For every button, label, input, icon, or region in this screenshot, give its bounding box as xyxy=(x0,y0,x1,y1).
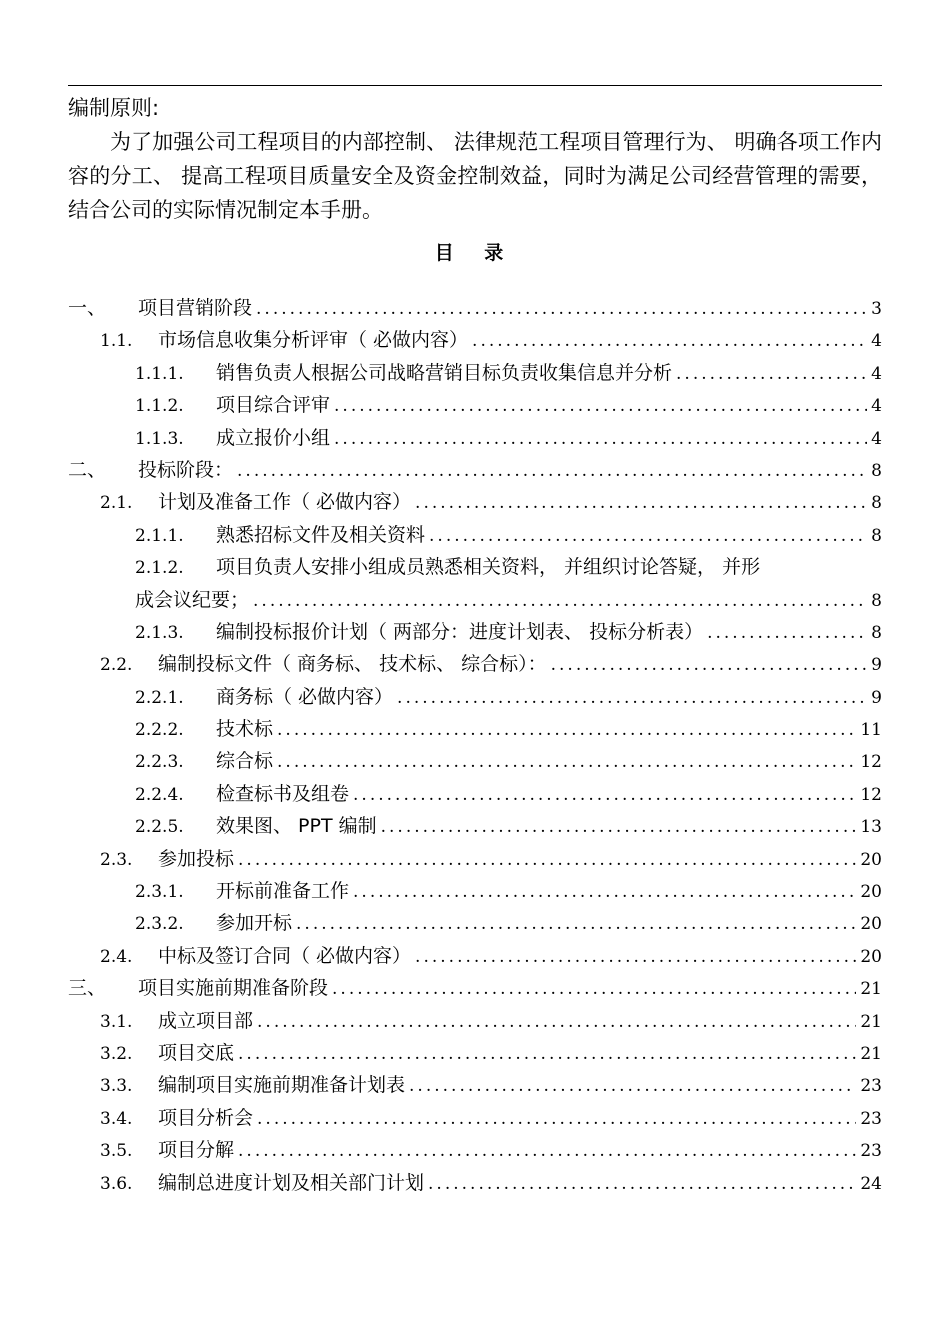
toc-page-number: 8 xyxy=(871,525,882,546)
toc-dot-leader xyxy=(334,423,867,455)
toc-dot-leader xyxy=(256,293,867,325)
toc-entry-number: 2.3.1. xyxy=(135,882,184,903)
toc-page-number: 4 xyxy=(871,331,882,352)
toc-entry[interactable] xyxy=(68,681,882,713)
toc-entry-number: 2.1.1. xyxy=(135,525,184,546)
toc-entry-title: 计划及准备工作（ 必做内容） xyxy=(158,491,412,514)
toc-entry[interactable] xyxy=(68,745,882,777)
intro-paragraph xyxy=(68,125,882,227)
toc-entry-number: 2.3.2. xyxy=(135,914,184,935)
toc-page-number: 4 xyxy=(871,428,882,449)
toc-entry-title: 技术标 xyxy=(216,718,274,741)
toc-entry[interactable] xyxy=(68,389,882,421)
toc-entry[interactable] xyxy=(68,292,882,324)
toc-dot-leader xyxy=(551,649,868,681)
toc-page-number: 8 xyxy=(871,622,882,643)
toc-page-number: 9 xyxy=(871,655,882,676)
toc-entry[interactable] xyxy=(68,1005,882,1037)
intro-text: 为了加强公司工程项目的内部控制、 法律规范工程项目管理行为、 明确各项工作内容的分工、 提高工程项目质量安全及资金控制效益，同时为满足公司经营管理的需要，结合公司的实际情况制定本手册。 xyxy=(68,130,882,222)
toc-dot-leader xyxy=(296,908,856,940)
toc-page-number: 4 xyxy=(871,363,882,384)
toc-dot-leader xyxy=(277,714,856,746)
toc-entry-title: 商务标（ 必做内容） xyxy=(216,685,394,708)
toc-dot-leader xyxy=(676,358,867,390)
toc-entry-title: 项目负责人安排小组成员熟悉相关资料， 并组织讨论答疑， 并形 xyxy=(216,556,761,579)
toc-entry-number: 2.2.4. xyxy=(135,784,184,805)
toc-entry-number: 2.2.5. xyxy=(135,817,184,838)
toc-entry-title: 编制项目实施前期准备计划表 xyxy=(158,1074,406,1097)
toc-entry-number: 2.2.2. xyxy=(135,720,184,741)
toc-entry-number: 3.4. xyxy=(100,1108,133,1129)
section-heading: 编制原则: xyxy=(68,96,160,120)
toc-entry[interactable] xyxy=(68,1037,882,1069)
toc-page-number: 20 xyxy=(860,946,882,967)
toc-entry-title: 熟悉招标文件及相关资料 xyxy=(216,523,426,546)
toc-page-number: 24 xyxy=(860,1173,882,1194)
toc-entry-number: 2.2.3. xyxy=(135,752,184,773)
toc-dot-leader xyxy=(257,1103,856,1135)
toc-entry-number: 2.4. xyxy=(100,946,133,967)
toc-page-number: 11 xyxy=(860,720,882,741)
toc-dot-leader xyxy=(353,779,856,811)
toc-dot-leader xyxy=(415,487,867,519)
toc-dot-leader xyxy=(409,1070,856,1102)
toc-entry-number: 2.1. xyxy=(100,493,133,514)
toc-page-number: 8 xyxy=(871,590,882,611)
toc-dot-leader xyxy=(238,1135,856,1167)
toc-entry-title: 检查标书及组卷 xyxy=(216,782,350,805)
toc-entry-title: 项目分解 xyxy=(158,1139,235,1162)
toc-dot-leader xyxy=(237,455,867,487)
toc-entry[interactable] xyxy=(68,616,882,648)
toc-dot-leader xyxy=(381,811,857,843)
toc-page-number: 4 xyxy=(871,396,882,417)
toc-entry[interactable] xyxy=(68,648,882,680)
toc-entry-continuation[interactable] xyxy=(68,584,882,616)
toc-dot-leader xyxy=(415,941,856,973)
toc-entry[interactable] xyxy=(68,454,882,486)
toc-page-number: 3 xyxy=(871,299,882,319)
toc-entry-number: 1.1. xyxy=(100,331,133,352)
toc-page-number: 12 xyxy=(860,752,882,773)
toc-entry-number: 三、 xyxy=(68,977,107,1000)
toc-dot-leader xyxy=(253,585,867,617)
toc-entry[interactable] xyxy=(68,551,882,583)
toc-entry[interactable] xyxy=(68,713,882,745)
toc-entry-number: 3.3. xyxy=(100,1076,133,1097)
toc-page-number: 23 xyxy=(860,1141,882,1162)
toc-page-number: 20 xyxy=(860,882,882,903)
toc-dot-leader xyxy=(429,520,867,552)
toc-entry[interactable] xyxy=(68,940,882,972)
toc-entry[interactable] xyxy=(68,810,882,842)
toc-entry-number: 2.1.2. xyxy=(135,558,184,579)
toc-page-number: 23 xyxy=(860,1108,882,1129)
toc-entry[interactable] xyxy=(68,1102,882,1134)
toc-dot-leader xyxy=(334,390,867,422)
toc-entry-title: 项目分析会 xyxy=(158,1106,254,1129)
toc-entry-title: 编制总进度计划及相关部门计划 xyxy=(158,1171,425,1194)
toc-page-number: 21 xyxy=(860,979,882,1000)
toc-entry-title: 编制投标文件（ 商务标、 技术标、 综合标）： xyxy=(158,653,547,676)
toc-entry-title-continuation: 成会议纪要； xyxy=(135,588,250,611)
toc-entry[interactable] xyxy=(68,422,882,454)
toc-entry-title: 开标前准备工作 xyxy=(216,880,350,903)
toc-entry-title: 编制投标报价计划（ 两部分：进度计划表、 投标分析表） xyxy=(216,620,704,643)
toc-entry-title: 成立报价小组 xyxy=(216,426,331,449)
toc-entry-title: 参加开标 xyxy=(216,912,293,935)
toc-entry[interactable] xyxy=(68,519,882,551)
toc-entry[interactable] xyxy=(68,907,882,939)
table-of-contents xyxy=(68,292,882,1199)
toc-page-number: 12 xyxy=(860,784,882,805)
toc-entry-title: 效果图、 PPT 编制 xyxy=(216,815,377,838)
toc-page-number: 21 xyxy=(860,1011,882,1032)
toc-page-number: 20 xyxy=(860,849,882,870)
toc-entry[interactable] xyxy=(68,843,882,875)
toc-entry-title: 项目交底 xyxy=(158,1041,235,1064)
toc-dot-leader xyxy=(332,973,856,1005)
toc-dot-leader xyxy=(472,325,867,357)
toc-entry-number: 1.1.3. xyxy=(135,428,184,449)
toc-title: 目 录 xyxy=(434,242,516,264)
toc-entry[interactable] xyxy=(68,972,882,1004)
toc-page-number: 9 xyxy=(871,687,882,708)
toc-entry-number: 3.1. xyxy=(100,1011,133,1032)
toc-entry[interactable] xyxy=(68,1167,882,1199)
toc-dot-leader xyxy=(707,617,867,649)
toc-entry-title: 项目综合评审 xyxy=(216,394,331,417)
toc-dot-leader xyxy=(353,876,856,908)
toc-dot-leader xyxy=(257,1006,856,1038)
toc-page-number: 21 xyxy=(860,1043,882,1064)
toc-entry-number: 2.2. xyxy=(100,655,133,676)
toc-entry-number: 二、 xyxy=(68,458,107,481)
toc-entry-number: 3.2. xyxy=(100,1043,133,1064)
toc-page-number: 23 xyxy=(860,1076,882,1097)
toc-entry-title: 项目营销阶段 xyxy=(138,297,253,319)
toc-entry-number: 2.3. xyxy=(100,849,133,870)
toc-entry[interactable] xyxy=(68,324,882,356)
toc-entry-title: 项目实施前期准备阶段 xyxy=(138,977,329,1000)
toc-entry-title: 成立项目部 xyxy=(158,1009,254,1032)
toc-entry-title: 综合标 xyxy=(216,750,274,773)
toc-page-number: 8 xyxy=(871,460,882,481)
toc-entry[interactable] xyxy=(68,778,882,810)
toc-entry-title: 销售负责人根据公司战略营销目标负责收集信息并分析 xyxy=(216,361,673,384)
toc-entry-number: 一、 xyxy=(68,297,107,319)
toc-dot-leader xyxy=(397,682,867,714)
toc-entry[interactable] xyxy=(68,1134,882,1166)
toc-entry-number: 1.1.2. xyxy=(135,396,184,417)
toc-entry-number: 2.2.1. xyxy=(135,687,184,708)
toc-page-number: 8 xyxy=(871,493,882,514)
toc-entry[interactable] xyxy=(68,1069,882,1101)
toc-entry-title: 参加投标 xyxy=(158,847,235,870)
toc-entry-title: 投标阶段： xyxy=(138,458,234,481)
toc-entry-number: 3.6. xyxy=(100,1173,133,1194)
toc-dot-leader xyxy=(428,1168,856,1200)
toc-entry[interactable] xyxy=(68,357,882,389)
toc-entry-number: 2.1.3. xyxy=(135,622,184,643)
toc-dot-leader xyxy=(238,1038,856,1070)
toc-dot-leader xyxy=(238,844,856,876)
toc-entry-title: 市场信息收集分析评审（ 必做内容） xyxy=(158,329,469,352)
header-rule xyxy=(68,85,882,86)
toc-entry-title: 中标及签订合同（ 必做内容） xyxy=(158,944,412,967)
toc-page-number: 20 xyxy=(860,914,882,935)
toc-entry[interactable] xyxy=(68,875,882,907)
toc-entry-number: 1.1.1. xyxy=(135,363,184,384)
toc-page-number: 13 xyxy=(860,817,882,838)
toc-entry[interactable] xyxy=(68,486,882,518)
toc-dot-leader xyxy=(277,746,856,778)
toc-entry-number: 3.5. xyxy=(100,1141,133,1162)
